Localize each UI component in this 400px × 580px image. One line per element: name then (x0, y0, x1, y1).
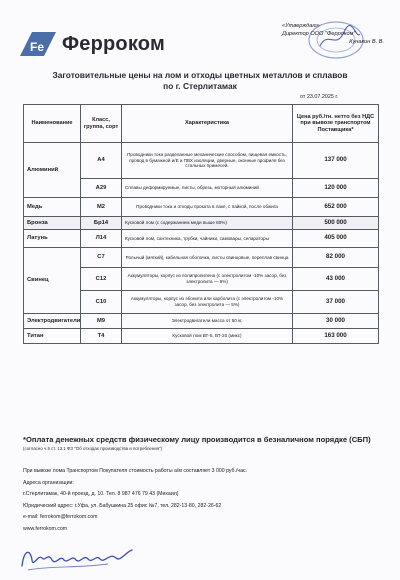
payment-note: *Оплата денежных средств физическому лицу производится в безналичном порядке (СБП) (23, 435, 371, 444)
row-price: 137 000 (293, 143, 379, 179)
email-text: e-mail: ferrokom@ferrokom.com (23, 514, 98, 521)
row-name: Алюминий (24, 143, 81, 198)
logo-letters: Fe (30, 40, 45, 54)
title-line-2: по г. Стерлитамак (163, 81, 237, 91)
table-row (24, 314, 379, 329)
row-desc: Сплавы деформируемые, листы, обрезь, моторный алюминий (122, 179, 293, 198)
row-code: С12 (81, 268, 122, 291)
header-price: Цена руб./тн. нетто без НДС при вывозе транспортом Поставщика* (293, 105, 379, 143)
row-name: Медь (24, 198, 81, 217)
transport-cost-text: При вывозе лома Транспортом Покупателя стоимость работы а/м составляет 3 000 руб./час. (23, 468, 248, 474)
row-price: 30 000 (293, 314, 379, 329)
row-price: 163 000 (293, 329, 379, 344)
row-name: Свинец (24, 248, 81, 314)
fe-logo-icon (18, 30, 58, 58)
header-desc: Характеристика (122, 105, 293, 143)
row-name: Бронза (24, 217, 81, 230)
row-desc: Кусковой лом ВТ-5, ВТ-20 (микс) (122, 329, 293, 344)
row-name: Электродвигатели (24, 314, 81, 329)
payment-note-law: (согласно ч.5 ст. 13.1 ФЗ "Об отходах производства и потребления") (23, 446, 163, 451)
table-row (24, 198, 379, 217)
row-code: М9 (81, 314, 122, 329)
row-price: 37 000 (293, 291, 379, 314)
row-price: 43 000 (293, 268, 379, 291)
header-class: Класс, группа, сорт (81, 105, 122, 143)
row-code: С10 (81, 291, 122, 314)
row-code: А4 (81, 143, 122, 179)
price-table (23, 104, 379, 344)
row-desc: Аккумуляторы, корпус из эбонита или карболита (с электролитом -10% засор, без электролита — 5%) (122, 291, 293, 314)
company-logo (18, 30, 165, 58)
row-price: 652 000 (293, 198, 379, 217)
row-desc: Проводники тока разделанные механические способом, пищевая емкость, провод в бумажной и/Е и ПВХ изоляции, дверные, оконные профиля без стальных примесей. (122, 143, 293, 179)
addresses-label: Адреса организации: (23, 479, 74, 486)
row-price: 500 000 (293, 217, 379, 230)
document-date: от 23.07.2025 г. (300, 94, 339, 100)
table-header-row (24, 105, 379, 143)
table-row (24, 217, 379, 230)
row-desc: Рольный (мягкий), кабельная оболочка, листы свинцовые, переплав свинца (122, 248, 293, 268)
row-price: 120 000 (293, 179, 379, 198)
row-code: С7 (81, 248, 122, 268)
row-code: Т4 (81, 329, 122, 344)
row-desc: Кусковой лом, сантехника, трубки, чайники, самовары, сепараторы (122, 230, 293, 248)
address-sterlitamak: г.Стерлитамак, 40-й проезд, д. 10. Тел. 8 987 476 79 43 (Михаил) (23, 491, 179, 498)
row-name: Латунь (24, 230, 81, 248)
table-row (24, 143, 379, 179)
document-title (20, 70, 380, 92)
company-name: Ферроком (62, 32, 165, 55)
approval-block (282, 22, 392, 46)
contact-info (23, 466, 383, 536)
row-code: А29 (81, 179, 122, 198)
approve-director: Кунакин В. В. (349, 39, 384, 45)
website-text: www.ferrokom.com (23, 525, 68, 532)
row-price: 82 000 (293, 248, 379, 268)
approve-heading: «Утверждаю» (282, 23, 320, 29)
title-line-1: Заготовительные цены на лом и отходы цветных металлов и сплавов (52, 70, 348, 80)
handwritten-signature-icon (18, 540, 138, 574)
row-code: Л14 (81, 230, 122, 248)
row-desc: Кусковой лом (с содержанием меди выше 80%) (122, 217, 293, 230)
row-desc: Проводники тока и отходы проката в лаке, с пайкой, после обжига (122, 198, 293, 217)
legal-address: Юридический адрес: г.Уфа, ул. Бабушкина 25 офис №7, тел. 282-13-80, 282-26-62 (23, 502, 222, 509)
approve-position: Директор ООО "Ферроком" (282, 31, 356, 37)
table-row (24, 248, 379, 268)
row-code: Бр14 (81, 217, 122, 230)
row-name: Титан (24, 329, 81, 344)
table-row (24, 329, 379, 344)
row-code: М2 (81, 198, 122, 217)
row-price: 405 000 (293, 230, 379, 248)
row-desc: Аккумуляторы, корпус из полипропилена (с электролитом -10% засор, без электролита — 5%) (122, 268, 293, 291)
table-row (24, 230, 379, 248)
header-name: Наименование (24, 105, 81, 143)
row-desc: Электродвигатели масса от 50 кг, (122, 314, 293, 329)
